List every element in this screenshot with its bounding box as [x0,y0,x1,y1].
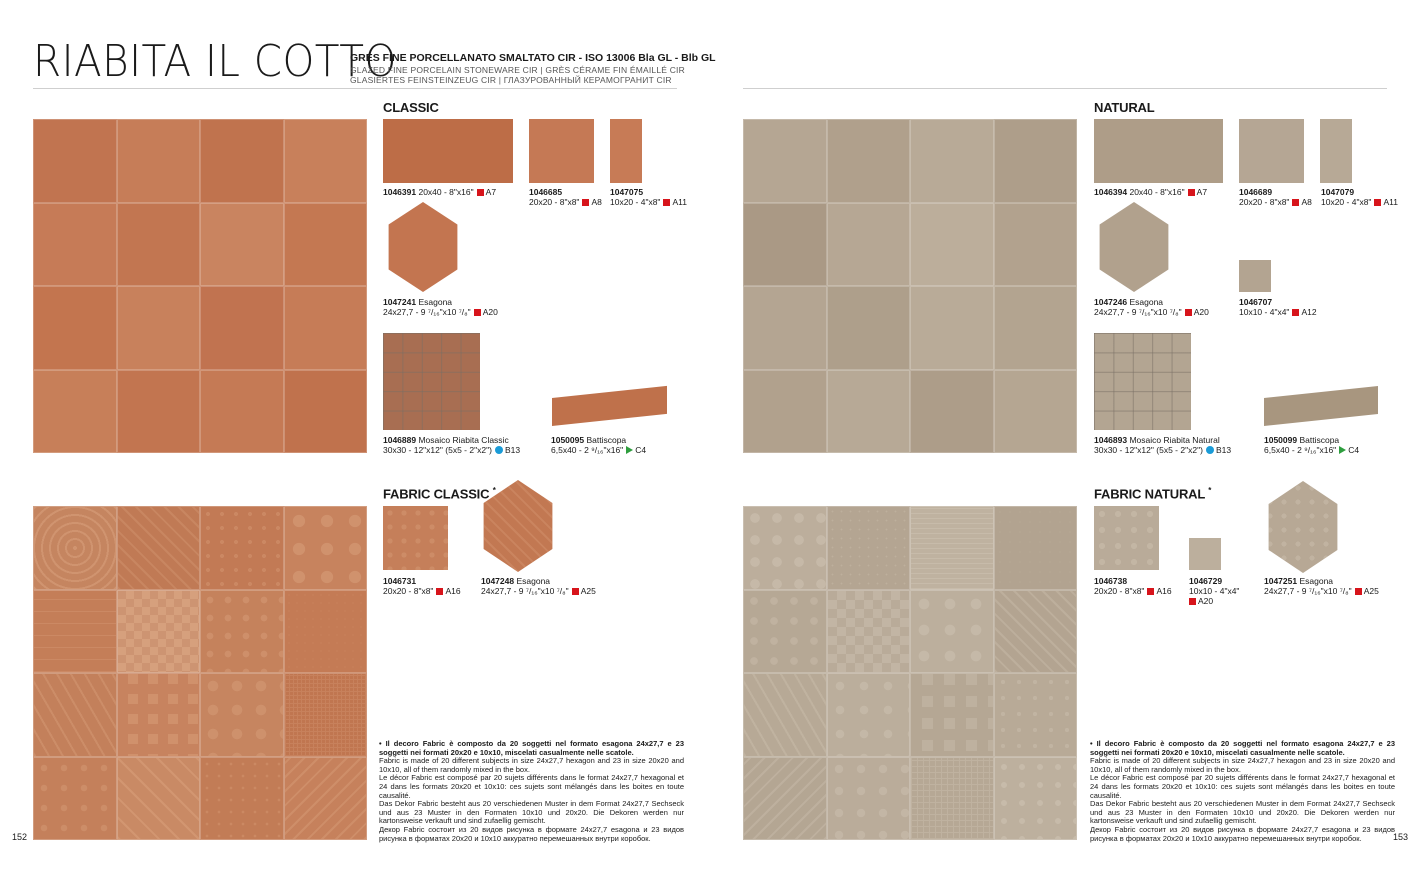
product-code: 1046391 [383,187,417,197]
mosaic-grid [383,333,480,430]
floor-tile [200,370,284,454]
caption-1046731 [383,576,461,596]
floor-tile [910,506,994,590]
product-code: 1046394 [1094,187,1128,197]
footnote-star: * [492,486,496,495]
floor-tile [33,757,117,841]
floor-tile [200,590,284,674]
floor-tile [994,119,1078,203]
product-name: Mosaico Riabita Classic [418,435,509,445]
subtitle-line-3: GLASIERTES FEINSTEINZEUG CIR | ГЛАЗУРОВАННЫЙ КЕРАМОГРАНИТ CIR [350,75,672,85]
fabric-footnote-right [1090,740,1395,843]
floor-tile [827,506,911,590]
product-image-1046729 [1189,538,1221,570]
floor-tile [284,673,368,757]
red-square-icon [1292,199,1299,206]
floor-tile [200,673,284,757]
footnote-lead: • Il decoro Fabric è composto da 20 soggetti nel formato esagona 24x27,7 e 23 soggetti nei formati 20x20 e 10x10, miscelati casualmente nelle scatole. [379,739,684,757]
product-name: Esagona [418,297,453,307]
section-title-fabric-natural [1094,486,1211,501]
product-badge: A7 [485,187,497,197]
section-title-natural: NATURAL [1094,100,1155,115]
caption-1047246 [1094,297,1209,317]
caption-1047248 [481,576,596,596]
caption-1046689 [1239,187,1312,207]
floor-tile [33,203,117,287]
floor-tile [743,370,827,454]
product-badge: A11 [672,197,687,207]
product-image-1047079 [1320,119,1352,183]
product-size: 6,5x40 - 2 ⁹/₁₆"x16" [1264,445,1337,455]
product-code: 1047075 [610,187,644,197]
caption-1046729 [1189,576,1239,606]
product-name: Battiscopa [1299,435,1340,445]
product-badge: A16 [445,586,461,596]
fabric-classic-floor-image [33,506,367,840]
floor-tile [827,370,911,454]
caption-1046738 [1094,576,1172,596]
footnote-ru: Декор Fabric состоит из 20 видов рисунка в формате 24x27,7 esagona и 23 видов рисунка в форматах 20x20 и 10x10 аккуратно перемешанных внутри коробок. [379,824,684,843]
caption-1050099 [1264,435,1359,455]
floor-tile [827,590,911,674]
section-label: FABRIC CLASSIC [383,486,490,502]
blue-dot-icon [1206,446,1214,454]
section-title-classic: CLASSIC [383,100,439,115]
red-square-icon [1189,598,1196,605]
floor-tile [910,590,994,674]
product-image-1046889 [383,333,480,430]
product-size: 20x40 - 8"x16" [418,187,474,197]
product-image-1050095 [552,386,667,426]
product-code: 1046731 [383,576,417,586]
caption-1050095 [551,435,646,455]
product-code: 1047241 [383,297,417,307]
product-size: 10x10 - 4"x4" [1239,307,1290,317]
floor-tile [200,203,284,287]
caption-1046391 [383,187,496,197]
floor-tile [994,286,1078,370]
product-badge: A11 [1383,197,1398,207]
floor-tile [117,286,201,370]
red-square-icon [1292,309,1299,316]
product-badge: A20 [1193,307,1209,317]
product-code: 1047246 [1094,297,1128,307]
product-image-1046893 [1094,333,1191,430]
caption-1046394 [1094,187,1207,197]
floor-tile [994,757,1078,841]
footnote-de: Das Dekor Fabric besteht aus 20 verschiedenen Muster in dem Format 24x27,7 Sechseck und aus 23 Muster in den Formaten 10x10 und 20x20. Die Dekoren werden nur kartonsweise verkauft und sind zufaellig gemischt. [1090,799,1395,826]
product-code: 1047248 [481,576,515,586]
natural-floor-image [743,119,1077,453]
product-name: Esagona [1299,576,1334,586]
floor-tile [910,757,994,841]
floor-tile [33,370,117,454]
product-badge: A7 [1196,187,1208,197]
product-image-1047246 [1094,202,1174,292]
product-size: 10x20 - 4"x8" [1321,197,1372,207]
floor-tile [117,203,201,287]
red-square-icon [474,309,481,316]
product-badge: A25 [1363,586,1379,596]
caption-1047251 [1264,576,1379,596]
product-image-1047075 [610,119,642,183]
product-name: Mosaico Riabita Natural [1129,435,1220,445]
product-badge: A8 [591,197,602,207]
footnote-en: Fabric is made of 20 different subjects in size 24x27,7 hexagon and 23 in size 20x20 and 10x10, all of them randomly mixed in the box. [1090,756,1395,774]
floor-tile [827,757,911,841]
green-triangle-icon [1339,446,1346,454]
red-square-icon [1374,199,1381,206]
product-size: 20x20 - 8"x8" [529,197,580,207]
product-size: 10x10 - 4"x4" [1189,586,1240,596]
floor-tile [117,119,201,203]
product-code: 1046889 [383,435,417,445]
section-title-fabric-classic [383,486,496,501]
product-image-1047241 [383,202,463,292]
product-code: 1047251 [1264,576,1298,586]
product-badge: A20 [482,307,498,317]
product-badge: C4 [635,445,647,455]
blue-dot-icon [495,446,503,454]
fabric-natural-floor-image [743,506,1077,840]
product-badge: A12 [1301,307,1317,317]
product-badge: B13 [504,445,521,455]
product-size: 24x27,7 - 9 ⁷/₁₆"x10 ⁷/₈" [1094,307,1182,317]
product-size: 24x27,7 - 9 ⁷/₁₆"x10 ⁷/₈" [383,307,471,317]
product-badge: C4 [1348,445,1360,455]
product-image-1047251 [1263,481,1343,573]
product-image-1046689 [1239,119,1304,183]
red-square-icon [436,588,443,595]
floor-tile [33,590,117,674]
product-badge: A25 [580,586,596,596]
floor-tile [284,203,368,287]
footnote-ru: Декор Fabric состоит из 20 видов рисунка в формате 24x27,7 esagona и 23 видов рисунка в форматах 20x20 и 10x10 аккуратно перемешанных внутри коробок. [1090,824,1395,843]
product-size: 20x20 - 8"x8" [383,586,434,596]
floor-tile [910,370,994,454]
floor-tile [284,286,368,370]
product-code: 1046707 [1239,297,1273,307]
product-image-1046731 [383,506,448,570]
product-size: 10x20 - 4"x8" [610,197,661,207]
floor-tile [200,119,284,203]
red-square-icon [1147,588,1154,595]
product-name: Esagona [1129,297,1164,307]
caption-1047241 [383,297,498,317]
floor-tile [994,370,1078,454]
caption-1046685 [529,187,602,207]
floor-tile [284,757,368,841]
red-square-icon [582,199,589,206]
footnote-fr: Le décor Fabric est composé par 20 sujets différents dans le format 24x27,7 hexagonal et 24 dans les formats 20x20 et 10x10: ces sujets sont mélangés dans les boites en toute causalité. [379,773,684,800]
footnote-de: Das Dekor Fabric besteht aus 20 verschiedenen Muster in dem Format 24x27,7 Sechseck und aus 23 Muster in den Formaten 10x10 und 20x20. Die Dekoren werden nur kartonsweise verkauft und sind zufaellig gemischt. [379,799,684,826]
product-size: 6,5x40 - 2 ⁹/₁₆"x16" [551,445,624,455]
floor-tile [743,286,827,370]
floor-tile [117,757,201,841]
floor-tile [910,673,994,757]
product-name: Battiscopa [586,435,627,445]
floor-tile [743,673,827,757]
product-size: 24x27,7 - 9 ⁷/₁₆"x10 ⁷/₈" [1264,586,1352,596]
product-size: 24x27,7 - 9 ⁷/₁₆"x10 ⁷/₈" [481,586,569,596]
caption-1046889 [383,435,520,455]
page-number-right: 153 [1393,832,1409,842]
header-divider-left [33,88,677,89]
subtitle-line-2: GLAZED FINE PORCELAIN STONEWARE CIR | GRÈS CÉRAME FIN ÉMAILLÉ CIR [350,65,685,75]
caption-1047075 [610,187,687,207]
floor-tile [910,286,994,370]
floor-tile [827,673,911,757]
floor-tile [200,286,284,370]
product-code: 1050095 [551,435,585,445]
page-number-left: 152 [12,832,28,842]
product-image-1050099 [1264,386,1378,426]
section-label: FABRIC NATURAL [1094,486,1205,502]
red-square-icon [1355,588,1362,595]
product-badge: B13 [1215,445,1232,455]
product-code: 1046738 [1094,576,1128,586]
product-image-1046391 [383,119,513,183]
red-square-icon [1188,189,1195,196]
floor-tile [200,757,284,841]
product-size: 20x20 - 8"x8" [1239,197,1290,207]
floor-tile [743,506,827,590]
floor-tile [117,590,201,674]
floor-tile [284,590,368,674]
header-divider-right [743,88,1387,89]
floor-tile [117,673,201,757]
product-code: 1046685 [529,187,563,197]
floor-tile [827,119,911,203]
subtitle-main: GRES FINE PORCELLANATO SMALTATO CIR - ISO 13006 Bla GL - Blb GL [350,52,716,64]
red-square-icon [1185,309,1192,316]
floor-tile [284,119,368,203]
red-square-icon [663,199,670,206]
product-badge: A20 [1198,596,1214,606]
floor-tile [33,506,117,590]
floor-tile [33,673,117,757]
product-name: Esagona [516,576,551,586]
footnote-en: Fabric is made of 20 different subjects in size 24x27,7 hexagon and 23 in size 20x20 and 10x10, all of them randomly mixed in the box. [379,756,684,774]
floor-tile [284,506,368,590]
product-size: 30x30 - 12"x12" (5x5 - 2"x2") [1094,445,1203,455]
floor-tile [743,757,827,841]
floor-tile [827,286,911,370]
mosaic-grid [1094,333,1191,430]
red-square-icon [572,588,579,595]
caption-1046893 [1094,435,1231,455]
floor-tile [117,506,201,590]
red-square-icon [477,189,484,196]
floor-tile [284,370,368,454]
product-image-1046685 [529,119,594,183]
page-title: RIABITA IL COTTO [33,36,397,87]
product-code: 1050099 [1264,435,1298,445]
product-badge: A16 [1156,586,1172,596]
floor-tile [743,590,827,674]
product-code: 1046729 [1189,576,1223,586]
floor-tile [33,286,117,370]
product-code: 1047079 [1321,187,1355,197]
product-size: 20x40 - 8"x16" [1129,187,1185,197]
floor-tile [117,370,201,454]
floor-tile [200,506,284,590]
product-size: 30x30 - 12"x12" (5x5 - 2"x2") [383,445,492,455]
floor-tile [33,119,117,203]
product-code: 1046689 [1239,187,1273,197]
caption-1046707 [1239,297,1317,317]
green-triangle-icon [626,446,633,454]
product-code: 1046893 [1094,435,1128,445]
floor-tile [910,119,994,203]
product-image-1046707 [1239,260,1271,292]
floor-tile [994,203,1078,287]
product-badge: A8 [1301,197,1312,207]
floor-tile [994,673,1078,757]
fabric-footnote-left [379,740,684,843]
floor-tile [743,203,827,287]
footnote-fr: Le décor Fabric est composé par 20 sujets différents dans le format 24x27,7 hexagonal et 24 dans les formats 20x20 et 10x10: ces sujets sont mélangés dans les boites en toute causalité. [1090,773,1395,800]
floor-tile [994,506,1078,590]
product-size: 20x20 - 8"x8" [1094,586,1145,596]
classic-floor-image [33,119,367,453]
footnote-star: * [1208,486,1212,495]
floor-tile [827,203,911,287]
product-image-1046394 [1094,119,1223,183]
caption-1047079 [1321,187,1398,207]
footnote-lead: • Il decoro Fabric è composto da 20 soggetti nel formato esagona 24x27,7 e 23 soggetti nei formati 20x20 e 10x10, miscelati casualmente nelle scatole. [1090,739,1395,757]
product-image-1046738 [1094,506,1159,570]
floor-tile [910,203,994,287]
floor-tile [994,590,1078,674]
floor-tile [743,119,827,203]
